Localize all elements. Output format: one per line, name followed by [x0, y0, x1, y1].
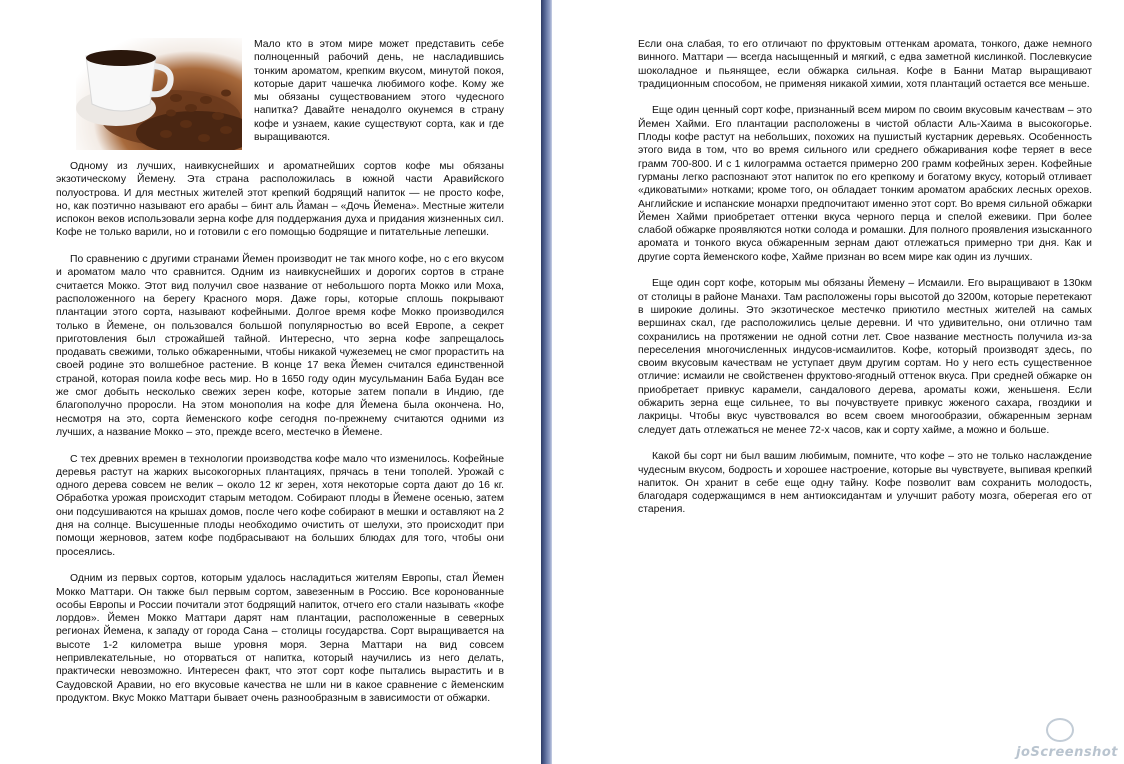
paragraph: Какой бы сорт ни был вашим любимым, помните, что кофе – это не только наслаждение чудесным вкусом, бодрость и хорошее настроение, которые вы чувствуете, выпивая крепкий напиток. Он хранит в себе еще одну тайну. Кофе позволит вам сохранить молодость, благодаря содержащимся в нем антиоксидантам и улучшит работу мозга, оберегая его от старения.	[638, 451, 1092, 516]
paragraph: С тех древних времен в технологии производства кофе мало что изменилось. Кофейные деревья растут на жарких высокогорных плантациях, прячась в тени тополей. Урожай с одного дерева совсем не велик – около 12 кг зерен, хотя некоторые сорта дают до 16 кг. Обработка урожая происходит старым методом. Собирают плоды в Йемене осенью, затем они подсушиваются на крышах домов, после чего кофе собирают в мешки и оставляют на 2 дня на солнце. Высушенные плоды необходимо очистить от шелухи, это происходит при помощи жерновов, затем кофе подбрасывают на больших блюдах для того, чтобы они просеялись.	[56, 453, 504, 558]
watermark: joScreenshot	[1016, 745, 1118, 760]
paragraph: Если она слабая, то его отличают по фруктовым оттенкам аромата, тонкого, даже немного винного. Маттари — всегда насыщенный и мягкий, с едва заметной кислинкой. Послевкусие шоколадное и пьянящее, если обжарка сильная. Кофе в Банни Матар выращивают традиционным способом, не применяя никакой химии, хотя плантаций остается все меньше.	[638, 39, 1092, 90]
intro-paragraph: Мало кто в этом мире может представить себе полноценный рабочий день, не насладившись тонким ароматом, крепким вкусом, минутой покоя, которые дарит чашечка любимого кофе. Кому же мы обязаны существованием этого чудесного напитка? Давайте ненадолго окунемся в страну кофе и узнаем, какие существуют сорта, как и где выращиваются.	[254, 39, 504, 144]
page-divider	[541, 0, 552, 764]
page-left-text	[56, 38, 504, 718]
paragraph: Одному из лучших, наивкуснейших и ароматнейших сортов кофе мы обязаны экзотическому Йемену. Эта страна расположилась в южной части Аравийского полуострова. И для местных жителей этот крепкий бодрящий напиток — не просто кофе, но, как поэтично называют его арабы – бинт аль Йаман – «Дочь Йемена». Местные жители испокон веков использовали зерна кофе для поддержания духа и придания жизненных сил. Кофе не только варили, но и готовили с его помощью бодрящие и питательные лепешки.	[56, 161, 504, 239]
intro-block	[56, 38, 504, 156]
paragraph: По сравнению с другими странами Йемен производит не так много кофе, но с его вкусом и ароматом мало что сравнится. Одним из наивкуснейших и дорогих сортов в стране считается Мокко. Этот вид получил свое название от небольшого порта Мокко или Моха, расположенного на берегу Красного моря. Даже горы, которые сплошь покрывают плантации этого сорта, называют кофейными. Долгое время кофе Мокко производился только в Йемене, он пользовался большой популярностью во всей Европе, а секрет приготовления был строжайшей тайной. Интересно, что зерна кофе запрещалось продавать свежими, только обжаренными, чтобы никакой чужеземец не смог прорастить на своей родине это волшебное растение. В конце 17 века Йемен считался единственной страной, которая поила кофе весь мир. Но в 1650 году один мусульманин Баба Будан все же смог добыть несколько свежих зерен кофе, которые затем попали в Индию, где благополучно проросли. На этом монополия на кофе для Йемена была окончена. Но, несмотря на это, сорта йеменского кофе сегодня по-прежнему считаются одними из лучших, а название Мокко – это, прежде всего, местечко в Йемене.	[56, 254, 504, 438]
paragraph: Еще один сорт кофе, которым мы обязаны Йемену – Исмаили. Его выращивают в 130км от столицы в районе Манахи. Там расположены горы высотой до 3200м, которые перетекают в широкие долины. Это экзотическое местечко приютило местных жителей на самых вершинах скал, где расположились целые деревни. И что удивительно, они отлично там сохранились на протяжении не одной сотни лет. Свое название местность получила из-за переселения многочисленных индусов-исмаилитов. Кофе, который производят здесь, по своим вкусовым качествам не уступает двум другим сортам. Но у него есть существенное отличие: исмаили не свойственен фруктово-ягодный оттенок вкуса. При средней обжарке он приобретает привкус карамели, сандалового дерева, ароматы кожи, женьшеня. Если обжарить зерна еще сильнее, то вы почувствуете привкус жженого сахара, гвоздики и лакрицы. Чтобы вкус чувствовался во всем своем многообразии, обжаренным зернам следует дать отлежаться не менее 72-х часов, как и сорту хайме, а можно и больше.	[638, 278, 1092, 436]
screenshot-logo-icon	[1046, 718, 1074, 742]
page-right-text	[638, 38, 1092, 530]
coffee-cup-photo	[76, 38, 242, 150]
document-page-right	[552, 0, 1124, 764]
paragraph: Одним из первых сортов, которым удалось насладиться жителям Европы, стал Йемен Мокко Маттари. Он также был первым сортом, завезенным в Россию. Все коронованные особы Европы и России почитали этот бодрящий напиток, отчего его стали называть «кофе лордов». Йемен Мокко Маттари дарят нам плантации, расположенные в северных регионах Йемена, к западу от города Сана – столицы государства. Сорт выращивается на высоте 1-2 километра выше уровня моря. Зерна Маттари на вид совсем непривлекательные, но оторваться от напитка, который научились из него делать, практически невозможно. Интересен факт, что этот сорт кофе пытались вырастить и в Саудовской Аравии, но его вкусовые качества не шли ни в какое сравнение с йеменским продуктом. Вкус Мокко Маттари бывает очень разнообразным в зависимости от обжарки.	[56, 573, 504, 704]
document-page-left	[0, 0, 541, 764]
paragraph: Еще один ценный сорт кофе, признанный всем миром по своим вкусовым качествам – это Йемен Хайми. Его плантации расположены в чистой области Аль-Хаима в высокогорье. Плоды кофе растут на небольших, похожих на пушистый кустарник деревьях. Особенность этого вида в том, что во время сильного или среднего обжаривания кофе теряет в весе грамм 700-800. И с 1 килограмма остается примерно 200 грамм кофейных зерен. Кофейные гурманы легко распознают этот напиток по его крепкому и богатому вкусу, который отливает «диковатыми» нотками; кроме того, он обладает тонким ароматом арабских лесных орехов. Английские и испанские монархи предпочитают именно этот сорт. Во время сильной обжарки Йемен Хайми приобретает оттенки вкуса черного перца и спелой ежевики. При более слабой обжарке проявляются нотки солода и ромашки. Для полного проявления изысканного аромата и тонкого вкуса обжаренным зернам дают отлежаться примерно три дня. Как и другие сорта йеменского кофе, Хайме признан во всем мире как один из лучших.	[638, 105, 1092, 263]
